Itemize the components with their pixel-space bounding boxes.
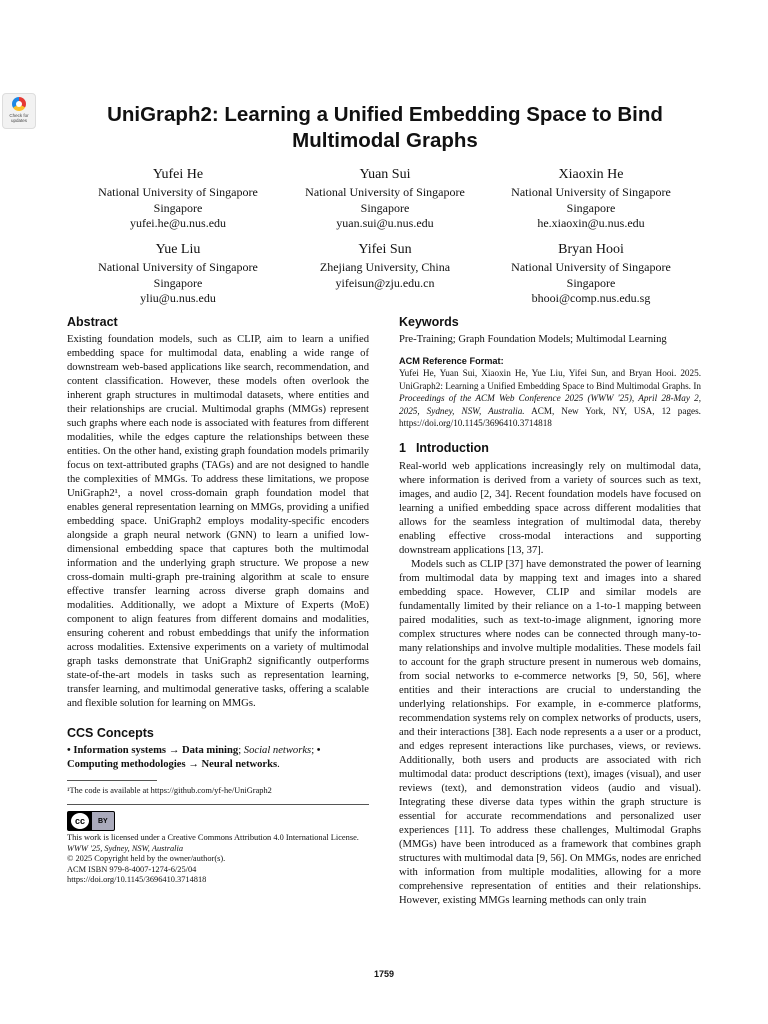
author-name: Yue Liu <box>155 242 201 257</box>
author-country: Singapore <box>566 275 616 290</box>
footnote: ¹The code is available at https://github.com/yf-he/UniGraph2 <box>67 786 272 795</box>
author-affiliation: National University of Singapore <box>305 185 465 199</box>
author-block <box>486 166 696 232</box>
acm-reference-authors: Yufei He, Yuan Sui, Xiaoxin He, Yue Liu, Yifei Sun, and Bryan Hooi. 2025. UniGraph2: Learning a Unified Embedding Space to Bind Multimodal Graphs. In <box>399 368 701 391</box>
by-icon: BY <box>92 812 114 830</box>
left-column <box>67 314 369 886</box>
ccs-heading: CCS Concepts <box>67 726 154 740</box>
author-affiliation: National University of Singapore <box>511 185 671 199</box>
author-email: yliu@u.nus.edu <box>140 291 216 305</box>
author-affiliation: National University of Singapore <box>98 260 258 274</box>
license-text <box>67 833 369 886</box>
page-number: 1759 <box>373 969 395 979</box>
author-email: bhooi@comp.nus.edu.sg <box>531 291 651 305</box>
ccs-end: . <box>277 759 280 770</box>
license-line: This work is licensed under a Creative Commons Attribution 4.0 International License. <box>67 833 359 842</box>
author-name: Yufei He <box>152 167 204 182</box>
license-divider <box>67 804 369 805</box>
keywords-text: Pre-Training; Graph Foundation Models; Multimodal Learning <box>399 334 667 345</box>
arrow-icon: → <box>188 759 199 770</box>
intro-paragraph: Models such as CLIP [37] have demonstrated the power of learning from multimodal data by mapping text and images into a shared embedding space. However, CLIP and similar models are fundamentally limited by their reliance on a 1-to-1 mapping between paired modalities, such as text-to-image alignment, ignoring more complex structures where nodes can be connected through many-to-many relationships and involve multiple modalities. These models fail to account for the graph structure present in numerous web domains, from social networks to e-commerce networks [9, 50, 56], where entities and their interactions are crucial to understanding the underlying relationships. For example, in e-commerce platforms, recommendation systems rely on complex networks of products, users, and their interactions [38]. Each node represents a a user or a product, and edges represent interactions like purchases, views, or reviews. Additionally, both users and products are associated with rich multimodal data: product descriptions (text), images (visual), and user reviews (text), and demonstration videos (audio and visual). Integrating these diverse data types within the graph structure is essential for accurate recommendations and personalized user experiences [11]. To address these challenges, Multimodal Graphs (MMGs) have been introduced as a framework that combines graph structures with multimodal data [9, 56]. On MMGs, nodes are enriched with information from multiple modalities, allowing for a more comprehensive representation of entities and their relationships. However, existing MMGs learning methods can only train <box>399 558 701 906</box>
author-country: Singapore <box>153 275 203 290</box>
license-isbn: ACM ISBN 979-8-4007-1274-6/25/04 <box>67 864 197 874</box>
arrow-icon: → <box>168 745 180 756</box>
license-venue: WWW '25, Sydney, NSW, Australia <box>67 843 184 853</box>
intro-paragraph: Real-world web applications increasingly rely on multimodal data, where information is derived from a variety of sources such as text, images, and audio [2, 34]. Recent foundation models have focused on learning a unified embedding space across different modalities that allows for the seamless integration of multimodal data, thereby enabling effective cross-modal interactions and supporting downstream applications [13, 37]. <box>399 460 701 556</box>
right-column <box>399 314 701 908</box>
author-affiliation: Zhejiang University, China <box>319 260 451 274</box>
cc-by-license-logo[interactable] <box>67 811 115 831</box>
author-block <box>280 241 490 291</box>
author-block <box>73 241 283 307</box>
author-country: Singapore <box>360 200 410 215</box>
author-email: yufei.he@u.nus.edu <box>129 216 227 230</box>
ccs-item: Neural networks <box>201 759 278 770</box>
author-country: Singapore <box>566 200 616 215</box>
acm-reference-text <box>399 367 701 430</box>
acm-reference-venue: Proceedings of the ACM Web Conference 2025 (WWW '25), April 28-May 2, 2025, Sydney, NSW, Australia. <box>399 393 701 416</box>
cc-icon: cc <box>70 812 90 830</box>
author-affiliation: National University of Singapore <box>98 185 258 199</box>
author-name: Bryan Hooi <box>558 242 624 257</box>
author-block <box>280 166 490 232</box>
badge-label: Check for updates <box>9 113 29 123</box>
ccs-item: • Information systems <box>67 745 167 756</box>
section-number: 1 <box>399 440 406 455</box>
author-block <box>73 166 283 232</box>
acm-reference-heading: ACM Reference Format: <box>399 356 504 366</box>
author-block <box>486 241 696 307</box>
author-email: yifeisun@zju.edu.cn <box>335 275 435 290</box>
ccs-item: Social networks <box>243 745 312 756</box>
paper-title: UniGraph2: Learning a Unified Embedding Space to Bind Multimodal Graphs <box>107 103 663 152</box>
ccs-item: Data mining <box>181 745 239 756</box>
license-copyright: © 2025 Copyright held by the owner/author(s). <box>67 854 226 864</box>
author-affiliation: National University of Singapore <box>511 260 671 274</box>
author-name: Yifei Sun <box>358 242 412 257</box>
intro-heading: Introduction <box>415 440 489 455</box>
author-country: Singapore <box>153 200 203 215</box>
acm-reference-publisher: ACM, New York, NY, USA, 12 pages. https://doi.org/10.1145/3696410.3714818 <box>399 405 701 428</box>
footnote-divider <box>67 780 157 781</box>
crossmark-icon <box>12 97 26 111</box>
author-name: Yuan Sui <box>359 167 411 182</box>
license-doi[interactable]: https://doi.org/10.1145/3696410.3714818 <box>67 875 207 885</box>
ccs-item: • Computing methodologies <box>67 745 321 770</box>
intro-heading-row <box>399 440 701 456</box>
ccs-separator: ; <box>311 745 315 756</box>
author-email: he.xiaoxin@u.nus.edu <box>537 216 645 230</box>
abstract-heading: Abstract <box>67 315 118 329</box>
ccs-separator: ; <box>238 745 242 756</box>
abstract-text: Existing foundation models, such as CLIP, aim to learn a unified embedding space for multimodal data, enabling a wide range of downstream web-based applications like search, recommendation, and content classification. However, these models often overlook the inherent graph structures in multimodal datasets, where entities and their relationships are crucial. Multimodal graphs (MMGs) represent such graphs where each node is associated with features from different modalities, while the edges capture the relationships between these entities. On the other hand, existing graph foundation models primarily focus on text-attributed graphs (TAGs) and are not designed to handle the complexities of MMGs. To address these limitations, we propose UniGraph2¹, a novel cross-domain graph foundation model that enables general representation learning on MMGs, providing a unified embedding space. UniGraph2 employs modality-specific encoders alongside a graph neural network (GNN) to learn a unified low-dimensional embedding space that captures both the multimodal information and the underlying graph structure. We propose a new cross-domain multi-graph pre-training algorithm at scale to ensure effective transfer learning across diverse graph domains and modalities. Additionally, we adopt a Mixture of Experts (MoE) component to align features from different domains and modalities, ensuring coherent and robust embeddings that unify the information across modalities. Extensive experiments on a variety of multimodal graph tasks demonstrate that UniGraph2 significantly outperforms state-of-the-art models in tasks such as representation learning, transfer learning, and multimodal generative tasks, offering a scalable and flexible solution for learning on MMGs. <box>67 334 369 709</box>
check-for-updates-badge[interactable] <box>2 93 36 129</box>
author-name: Xiaoxin He <box>558 167 624 182</box>
author-email: yuan.sui@u.nus.edu <box>336 216 434 230</box>
keywords-heading: Keywords <box>399 315 459 329</box>
ccs-concepts <box>67 744 369 772</box>
